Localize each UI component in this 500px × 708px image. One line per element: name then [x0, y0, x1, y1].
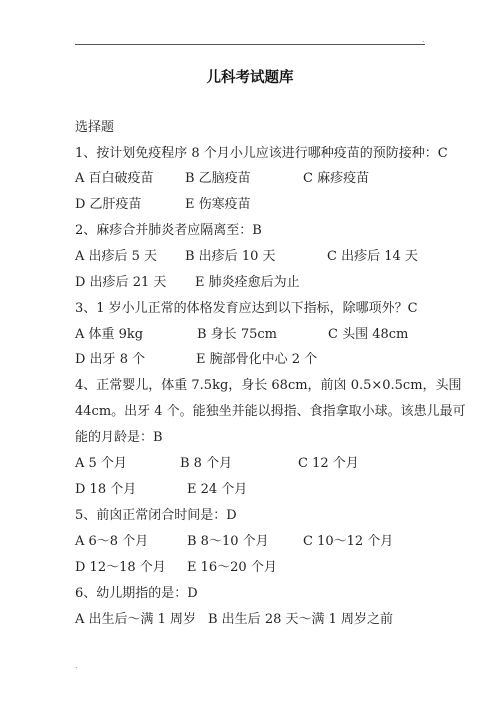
header-rule: [75, 44, 425, 45]
option-row: [75, 456, 435, 472]
answer-option: C 10～12 个月: [303, 534, 394, 549]
answer-option: D 18 个月: [75, 482, 137, 497]
question-text: 2、麻疹合并肺炎者应隔离至：B: [75, 223, 262, 238]
question-text: 1、按计划免疫程序 8 个月小儿应该进行哪种疫苗的预防接种：C: [75, 146, 448, 161]
option-row: [75, 612, 435, 628]
option-row: [75, 482, 435, 498]
answer-option: E 腕部骨化中心 2 个: [196, 352, 318, 367]
answer-option: A 百白破疫苗: [75, 171, 154, 186]
answer-option: D 乙肝疫苗: [75, 197, 142, 212]
option-row: [75, 352, 435, 368]
answer-option: C 麻疹疫苗: [303, 171, 370, 186]
question-text: 3、1 岁小儿正常的体格发育应达到以下指标，除哪项外？C: [75, 301, 418, 316]
answer-option: A 体重 9kg: [75, 327, 144, 342]
answer-option: E 16～20 个月: [187, 560, 277, 575]
corner-mark-top: .: [422, 35, 425, 44]
answer-option: B 乙脑疫苗: [185, 171, 251, 186]
answer-option: A 出生后～满 1 周岁: [75, 612, 197, 627]
section-heading: 选择题: [75, 120, 115, 135]
option-row: [75, 534, 435, 550]
option-row: [75, 197, 435, 213]
answer-option: B 身长 75cm: [197, 327, 277, 342]
answer-option: E 24 个月: [187, 482, 248, 497]
document-title: 儿科考试题库: [206, 70, 294, 86]
answer-option: B 8～10 个月: [187, 534, 269, 549]
answer-option: C 出疹后 14 天: [327, 249, 418, 264]
answer-option: A 出疹后 5 天: [75, 249, 158, 264]
answer-option: C 头围 48cm: [328, 327, 409, 342]
answer-option: B 8 个月: [180, 456, 233, 471]
question-text: 5、前囟正常闭合时间是：D: [75, 508, 237, 523]
answer-option: A 5 个月: [75, 456, 127, 471]
answer-option: C 12 个月: [298, 456, 359, 471]
question-text: 4、正常婴儿，体重 7.5kg，身长 68cm，前囟 0.5×0.5cm，头围: [75, 378, 462, 393]
answer-option: B 出疹后 10 天: [185, 249, 276, 264]
answer-option: E 伤寒疫苗: [185, 197, 251, 212]
answer-option: B 出生后 28 天～满 1 周岁之前: [208, 612, 394, 627]
answer-option: E 肺炎痊愈后为止: [195, 275, 300, 290]
option-row: [75, 560, 435, 576]
question-text: 6、幼儿期指的是：D: [75, 586, 198, 601]
corner-mark-bottom: .: [75, 661, 78, 670]
answer-option: D 出疹后 21 天: [75, 275, 167, 290]
option-row: [75, 327, 435, 343]
option-row: [75, 249, 435, 265]
option-row: [75, 171, 435, 187]
option-row: [75, 275, 435, 291]
answer-option: D 12～18 个月: [75, 560, 166, 575]
question-text: 44cm。出牙 4 个。能独坐并能以拇指、食指拿取小球。该患儿最可: [75, 404, 466, 419]
answer-option: D 出牙 8 个: [75, 352, 146, 367]
answer-option: A 6～8 个月: [75, 534, 149, 549]
question-text: 能的月龄是：B: [75, 430, 163, 445]
